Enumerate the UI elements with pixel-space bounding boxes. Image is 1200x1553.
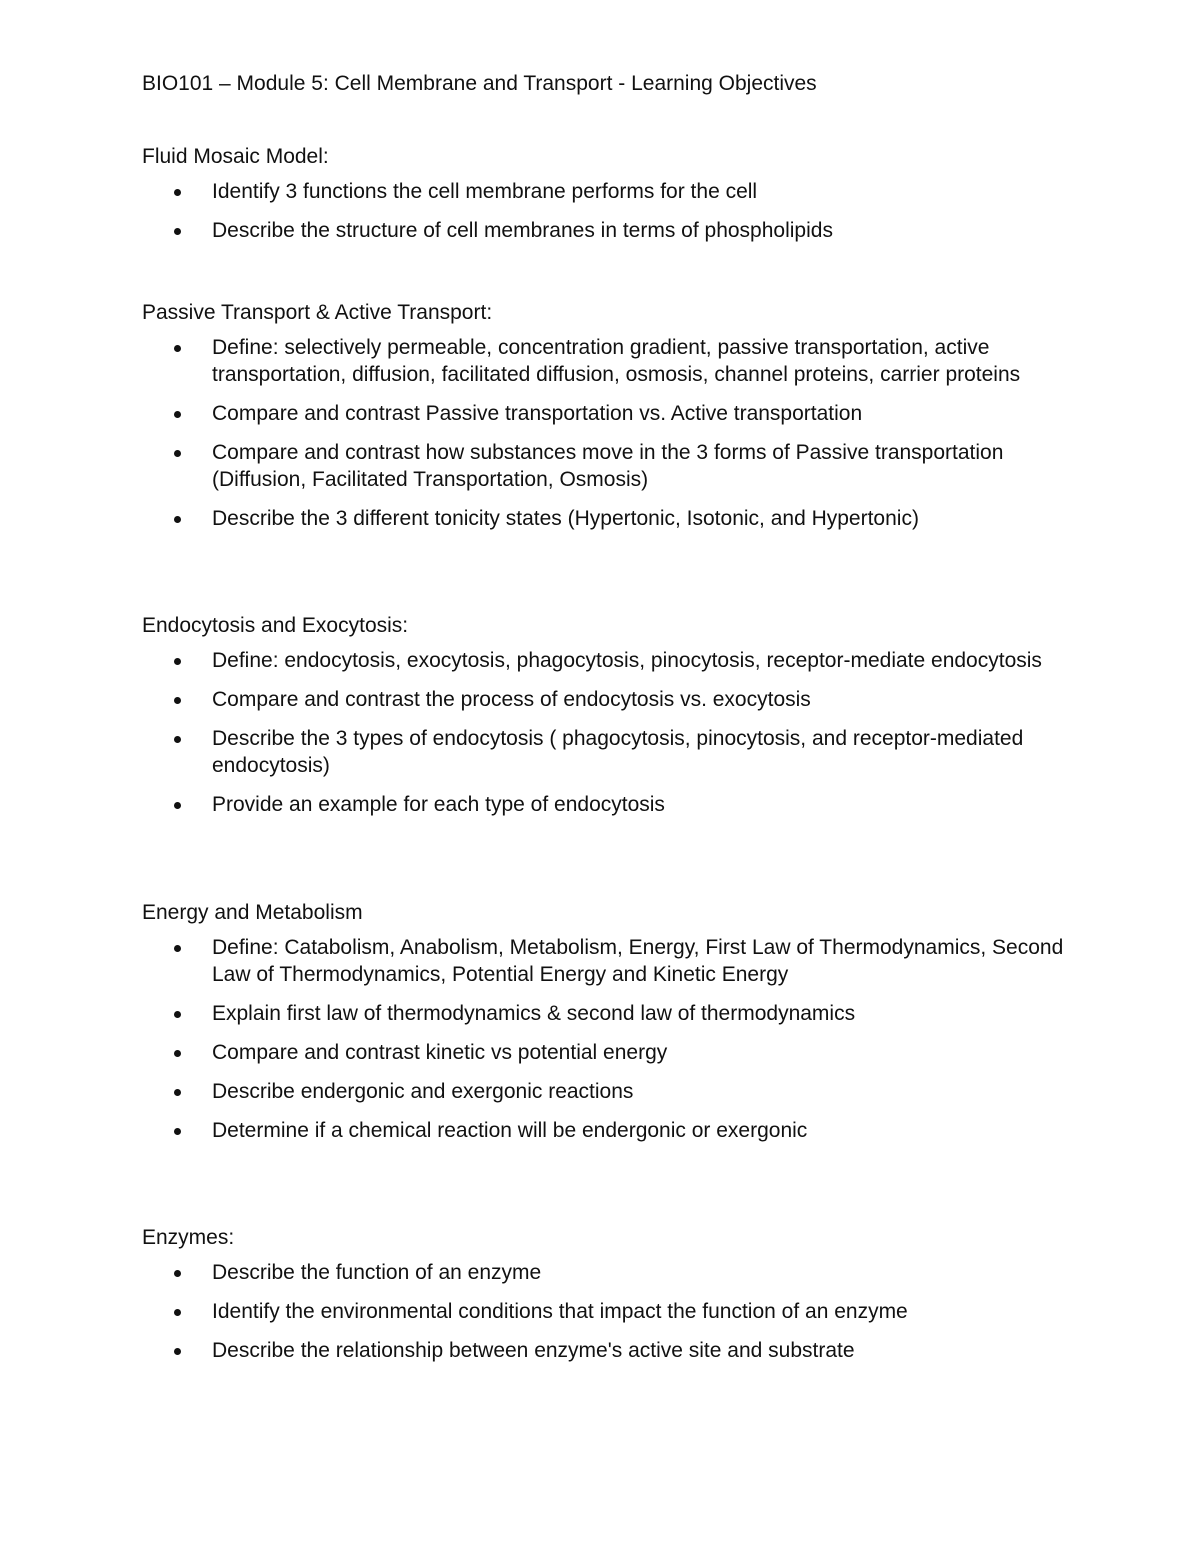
objective-text: Compare and contrast Passive transportation vs. Active transportation: [212, 402, 863, 425]
document-title: BIO101 – Module 5: Cell Membrane and Transport - Learning Objectives: [142, 72, 817, 95]
list-item: [142, 791, 1082, 818]
bullet-icon: [174, 945, 181, 952]
list-item: [142, 178, 1082, 205]
list-item: [142, 1000, 1082, 1027]
section-enzymes: [142, 1224, 1082, 1376]
objective-text: Provide an example for each type of endocytosis: [212, 793, 665, 816]
list-item: [142, 1298, 1082, 1325]
objective-list: [142, 178, 1082, 244]
list-item: [142, 400, 1082, 427]
objective-list: [142, 334, 1082, 532]
list-item: [142, 1039, 1082, 1066]
section-endocytosis-exocytosis: [142, 612, 1082, 830]
list-item: [142, 334, 1082, 388]
bullet-icon: [174, 345, 181, 352]
bullet-icon: [174, 1011, 181, 1018]
objective-text: Describe the structure of cell membranes in terms of phospholipids: [212, 219, 833, 242]
list-item: [142, 934, 1082, 988]
bullet-icon: [174, 802, 181, 809]
objective-text: Describe the function of an enzyme: [212, 1261, 542, 1284]
objective-text: Define: endocytosis, exocytosis, phagocytosis, pinocytosis, receptor-mediate endocytosis: [212, 649, 1042, 672]
list-item: [142, 439, 1082, 493]
bullet-icon: [174, 189, 181, 196]
bullet-icon: [174, 1128, 181, 1135]
objective-text: Compare and contrast kinetic vs potential energy: [212, 1041, 668, 1064]
section-heading: Fluid Mosaic Model:: [142, 145, 329, 168]
section-heading: Passive Transport & Active Transport:: [142, 301, 493, 324]
list-item: [142, 1117, 1082, 1144]
objective-text: Identify 3 functions the cell membrane performs for the cell: [212, 180, 758, 203]
bullet-icon: [174, 450, 181, 457]
section-heading: Endocytosis and Exocytosis:: [142, 614, 409, 637]
objective-list: [142, 934, 1082, 1144]
bullet-icon: [174, 228, 181, 235]
objective-text: Describe the 3 different tonicity states (Hypertonic, Isotonic, and Hypertonic): [212, 507, 919, 530]
list-item: [142, 647, 1082, 674]
list-item: [142, 217, 1082, 244]
objective-text: Describe the relationship between enzyme's active site and substrate: [212, 1339, 855, 1362]
bullet-icon: [174, 1270, 181, 1277]
bullet-icon: [174, 1089, 181, 1096]
objective-text: Compare and contrast how substances move in the 3 forms of Passive transportation (Diffusion, Facilitated Transportation, Osmosis): [212, 441, 1004, 491]
objective-text: Define: Catabolism, Anabolism, Metabolism, Energy, First Law of Thermodynamics, Second Law of Thermodynamics, Potential Energy and Kinetic Energy: [212, 936, 1064, 986]
section-fluid-mosaic-model: [142, 143, 1082, 256]
objective-text: Describe endergonic and exergonic reactions: [212, 1080, 634, 1103]
bullet-icon: [174, 736, 181, 743]
section-heading: Energy and Metabolism: [142, 901, 363, 924]
bullet-icon: [174, 1348, 181, 1355]
list-item: [142, 725, 1082, 779]
section-energy-metabolism: [142, 899, 1082, 1156]
section-heading: Enzymes:: [142, 1226, 235, 1249]
objective-text: Define: selectively permeable, concentration gradient, passive transportation, active transportation, diffusion, facilitated diffusion, osmosis, channel proteins, carrier proteins: [212, 336, 1021, 386]
bullet-icon: [174, 658, 181, 665]
objective-text: Compare and contrast the process of endocytosis vs. exocytosis: [212, 688, 811, 711]
bullet-icon: [174, 516, 181, 523]
list-item: [142, 1259, 1082, 1286]
bullet-icon: [174, 1050, 181, 1057]
list-item: [142, 1337, 1082, 1364]
objective-text: Explain first law of thermodynamics & second law of thermodynamics: [212, 1002, 856, 1025]
section-passive-active-transport: [142, 299, 1082, 544]
objective-list: [142, 1259, 1082, 1364]
bullet-icon: [174, 1309, 181, 1316]
list-item: [142, 686, 1082, 713]
objective-text: Describe the 3 types of endocytosis ( phagocytosis, pinocytosis, and receptor-mediated endocytosis): [212, 727, 1024, 777]
objective-text: Determine if a chemical reaction will be endergonic or exergonic: [212, 1119, 808, 1142]
bullet-icon: [174, 411, 181, 418]
objective-text: Identify the environmental conditions that impact the function of an enzyme: [212, 1300, 908, 1323]
list-item: [142, 505, 1082, 532]
objective-list: [142, 647, 1082, 818]
bullet-icon: [174, 697, 181, 704]
list-item: [142, 1078, 1082, 1105]
